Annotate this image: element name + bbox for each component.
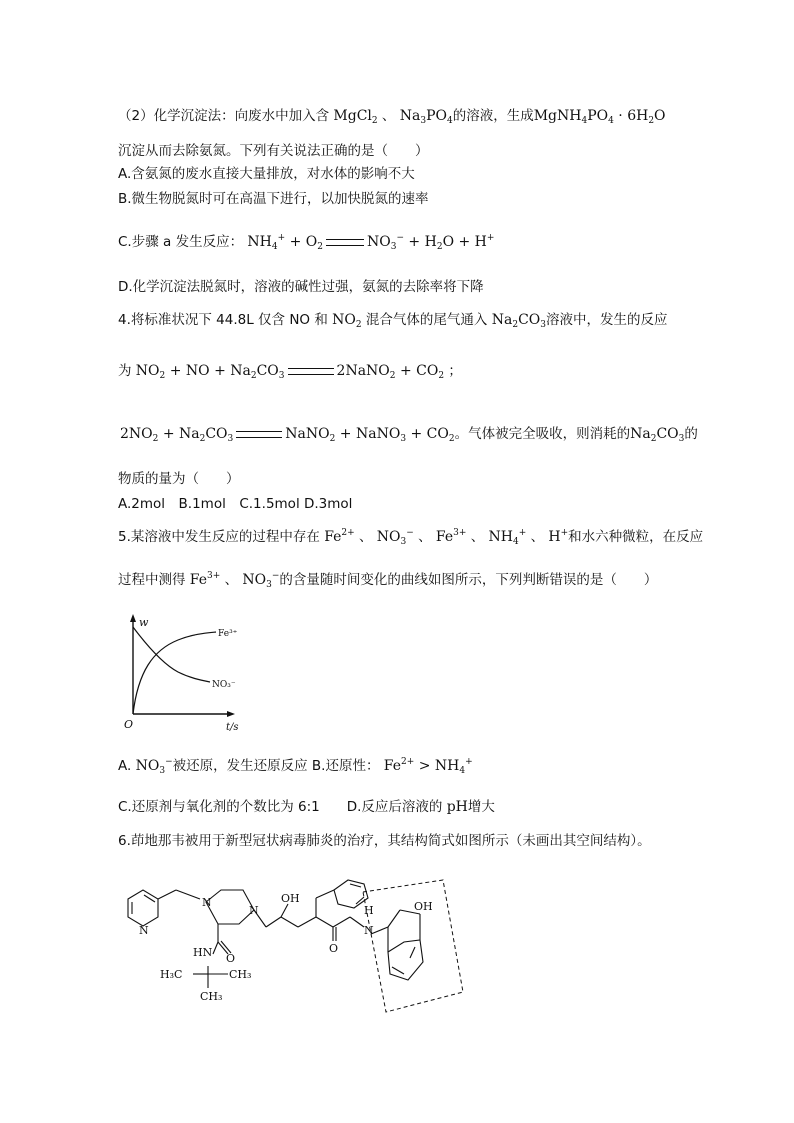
q5-option-cd: C.还原剂与氧化剂的个数比为 6:1 D.反应后溶液的 pH增大 (118, 799, 495, 815)
q5-stem-line-1: 5.某溶液中发生反应的过程中存在 $Fe^{2+}$ 、 $NO_3^-$ 、 $Fe^{3+}$ 、 $NH_4^+$ 、 H+和水六种微粒，在反应 (118, 528, 704, 547)
atom-h3c: H₃C (160, 968, 183, 981)
legend-no3: NO₃⁻ (212, 680, 236, 690)
concentration-time-chart (118, 612, 248, 742)
x-axis-arrow (227, 711, 235, 717)
q3-option-c: C.步骤 a 发生反应： $NH_4^+ + O_2$ $NO_3^- + H_2O + H^+$ (118, 233, 495, 252)
y-axis-label: w (139, 616, 149, 629)
q3-intro-line-2: 沉淀从而去除氨氮。下列有关说法正确的是（ ） (118, 143, 429, 159)
dashed-highlight-box (363, 880, 463, 1012)
atom-piperazine-n2: N (249, 904, 259, 917)
series-fe3-curve (133, 632, 216, 714)
atom-amide-n: N (364, 924, 374, 937)
atom-ch3-bottom: CH₃ (200, 990, 223, 1003)
indinavir-structure (118, 862, 468, 1014)
atom-piperazine-n1: N (202, 896, 212, 909)
q4-options: A.2mol B.1mol C.1.5mol D.3mol (118, 496, 353, 512)
q3-intro-line: （2）化学沉淀法：向废水中加入含 MgCl$_2$ 、 $Na_3PO_4$的溶液，生成$MgNH_4PO_4 \cdot 6H_2O$ (118, 108, 666, 126)
atom-hydroxyl: OH (281, 892, 300, 905)
q4-stem-line-4: 物质的量为（ ） (118, 471, 240, 487)
q3-option-a: A.含氨氮的废水直接大量排放，对水体的影响不大 (118, 166, 415, 182)
atom-indanol-oh: OH (414, 900, 433, 913)
q4-equation-2: $2NO_2 + Na_2CO_3$ NaNO$_2$ + NaNO$_3$ + $CO_2$。气体被完全吸收，则消耗的$Na_2CO_3$的 (120, 426, 698, 444)
q5-option-ab: A. $NO_3^-$被还原，发生还原反应 B.还原性： $Fe^{2+} > NH_4^+$ (118, 757, 473, 776)
q3-option-b: B.微生物脱氮时可在高温下进行，以加快脱氮的速率 (118, 191, 429, 207)
atom-ch3-right: CH₃ (229, 968, 252, 981)
atom-pyridine-n: N (139, 924, 149, 937)
x-axis-label: t/s (226, 722, 239, 733)
indane-benzene-ring (388, 940, 423, 980)
series-no3-curve (133, 627, 210, 682)
y-axis-arrow (130, 614, 136, 622)
q4-equation-1: 为 $NO_2$ + NO + $Na_2CO_3$ 2NaNO$_2$ + $CO_2$ ； (118, 363, 462, 381)
q6-stem: 6.茚地那韦被用于新型冠状病毒肺炎的治疗，其结构简式如图所示（未画出其空间结构）。 (118, 833, 651, 849)
q3-option-d: D.化学沉淀法脱氮时，溶液的碱性过强，氨氮的去除率将下降 (118, 279, 484, 295)
q5-stem-line-2: 过程中测得 $Fe^{3+}$ 、 $NO_3^-$的含量随时间变化的曲线如图所示，下列判断错误的是（ ） (118, 571, 658, 590)
atom-amide-hn: HN (193, 946, 213, 959)
atom-amide-o2: O (329, 942, 339, 955)
legend-fe3: Fe³⁺ (218, 629, 238, 639)
atom-amide-h: H (364, 904, 374, 917)
q4-stem-line-1: 4.将标准状况下 44.8L 仅含 NO 和 $NO_2$ 混合气体的尾气通入 $Na_2CO_3$溶液中，发生的反应 (118, 312, 668, 330)
origin-label: O (124, 718, 134, 731)
piperazine-ring (206, 890, 254, 924)
atom-amide-o1: O (226, 952, 236, 965)
